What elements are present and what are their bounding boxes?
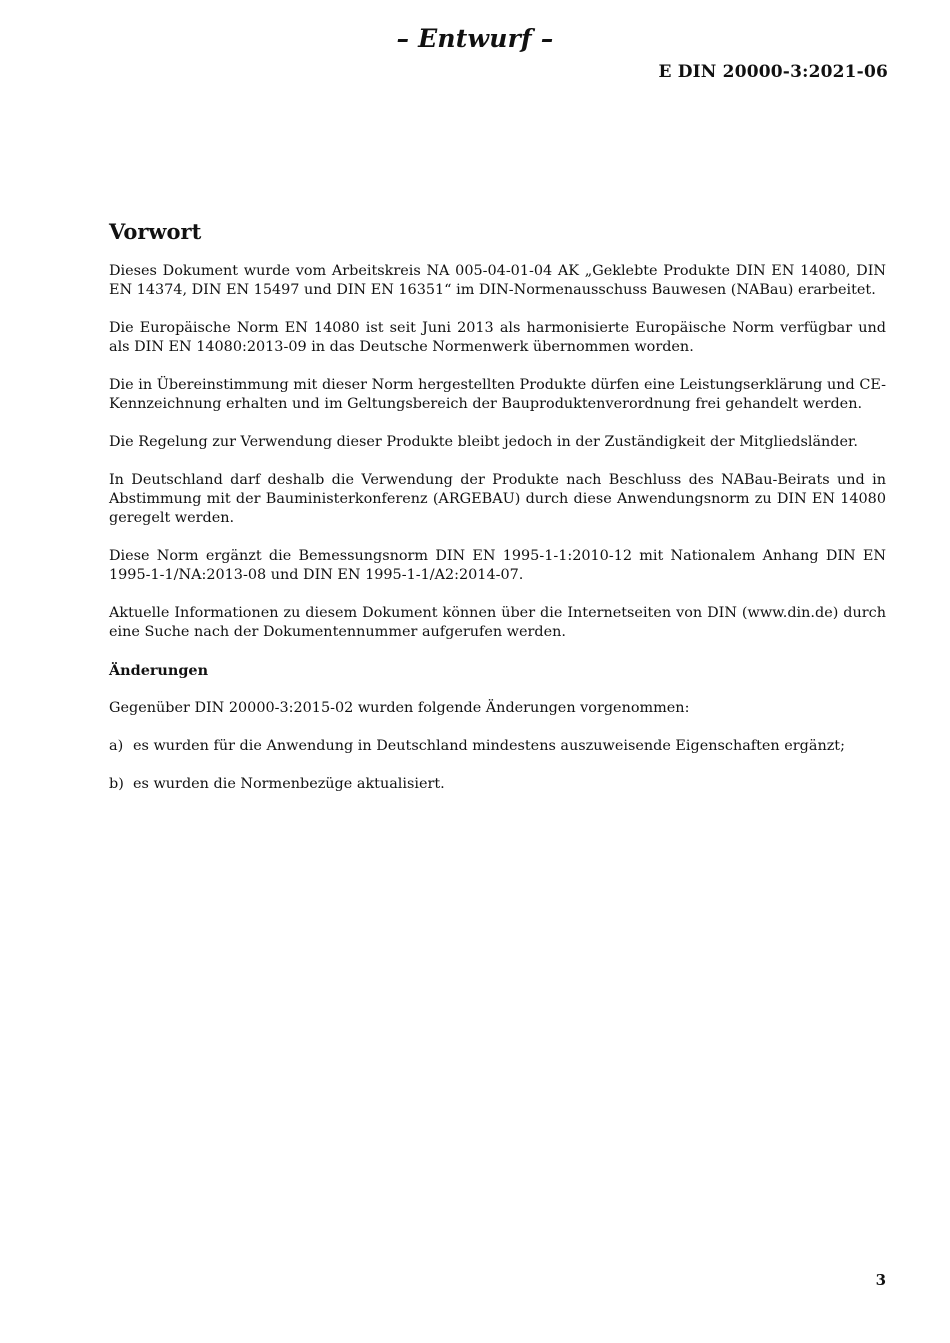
list-item-text: es wurden die Normenbezüge aktualisiert. xyxy=(133,776,445,792)
draft-label: – Entwurf – xyxy=(396,24,554,53)
list-item-text: es wurden für die Anwendung in Deutschland mindestens auszuweisende Eigenschaften ergänzt; xyxy=(133,738,845,754)
document-id: E DIN 20000-3:2021-06 xyxy=(658,62,888,82)
changes-intro: Gegenüber DIN 20000-3:2015-02 wurden folgende Änderungen vorgenommen: xyxy=(109,700,690,716)
change-list-item xyxy=(109,737,886,756)
paragraph-ce-marking: Die in Übereinstimmung mit dieser Norm hergestellten Produkte dürfen eine Leistungserklärung und CE-Kennzeichnung erhalten und im Geltungsbereich der Bauproduktenverordnung frei gehandelt werden. xyxy=(109,377,886,412)
main-content xyxy=(109,218,886,813)
paragraph-member-states: Die Regelung zur Verwendung dieser Produkte bleibt jedoch in der Zuständigkeit der Mitgliedsländer. xyxy=(109,434,858,450)
list-marker: b) xyxy=(109,776,124,792)
change-list-item xyxy=(109,775,886,794)
changes-heading: Änderungen xyxy=(109,662,209,679)
page-number: 3 xyxy=(875,1271,886,1289)
paragraph-european-standard: Die Europäische Norm EN 14080 ist seit Juni 2013 als harmonisierte Europäische Norm verfügbar und als DIN EN 14080:2013-09 in das Deutsche Normenwerk übernommen worden. xyxy=(109,320,886,355)
paragraph-germany-regulation: In Deutschland darf deshalb die Verwendung der Produkte nach Beschluss des NABau-Beirats und in Abstimmung mit der Bauministerkonferenz (ARGEBAU) durch diese Anwendungsnorm zu DIN EN 14080 geregelt werden. xyxy=(109,472,886,526)
list-marker: a) xyxy=(109,738,124,754)
section-title: Vorwort xyxy=(109,219,202,244)
paragraph-committee: Dieses Dokument wurde vom Arbeitskreis NA 005-04-01-04 AK „Geklebte Produkte DIN EN 14080, DIN EN 14374, DIN EN 15497 und DIN EN 16351“ im DIN-Normenausschuss Bauwesen (NABau) erarbeitet. xyxy=(109,263,886,298)
paragraph-current-information: Aktuelle Informationen zu diesem Dokument können über die Internetseiten von DIN (www.din.de) durch eine Suche nach der Dokumentennummer aufgerufen werden. xyxy=(109,605,886,640)
paragraph-design-standard: Diese Norm ergänzt die Bemessungsnorm DIN EN 1995-1-1:2010-12 mit Nationalem Anhang DIN EN 1995-1-1/NA:2013-08 und DIN EN 1995-1-1/A2:2014-07. xyxy=(109,548,886,583)
